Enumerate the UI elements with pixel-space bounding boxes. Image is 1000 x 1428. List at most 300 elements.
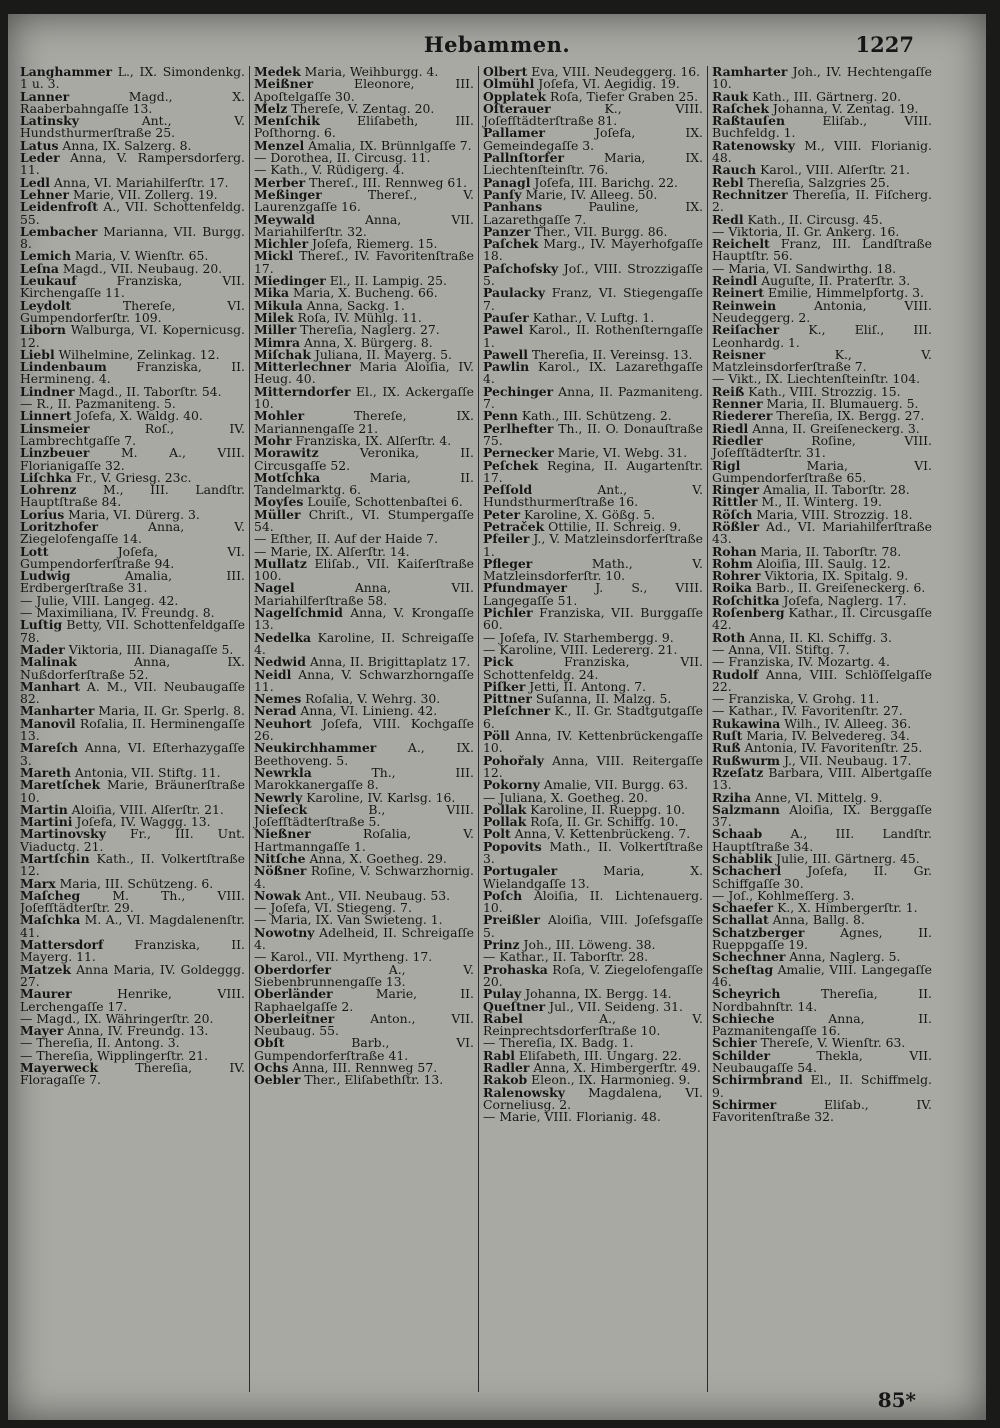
sheet-signature: 85* [877, 1388, 916, 1412]
entry-name: Rakob [483, 1072, 528, 1088]
column-4 [707, 66, 936, 1392]
entry-details: Anna, V. Kettenbrückeng. 7. [510, 826, 691, 842]
entry-name: Ledl [20, 174, 50, 190]
entry-name: Lembacher [20, 223, 98, 239]
directory-entry [483, 705, 703, 730]
entry-name: Schaefer [712, 900, 774, 916]
entry-name: Liebl [20, 346, 55, 362]
entry-name: Panhans [483, 199, 543, 215]
entry-details: Roſine, VIII. Joſefſtädterſtr. 31. [712, 432, 932, 461]
entry-details: Anna, VI. Linieng. 42. [296, 703, 438, 719]
entry-details: Maria, VI. Dürerg. 3. [64, 506, 200, 522]
entry-name: Latinsky [20, 113, 79, 129]
entry-details: Joſefa, VI. Gumpendorferſtraße 94. [20, 543, 245, 571]
entry-name: Mickl [254, 248, 294, 264]
entry-details: Viktoria, IX. Spitalg. 9. [760, 568, 909, 584]
directory-entry [20, 1062, 245, 1087]
entry-details: Joſefa, Riemerg. 15. [308, 236, 438, 252]
entry-details: Kath., II. Circusg. 45. [743, 211, 883, 227]
entry-name: Nowotny [254, 924, 315, 940]
entry-name: Ramharter [712, 66, 788, 79]
entry-details: Thereſe, VI. Gumpendorferſtr. 109. [20, 297, 245, 325]
directory-entry [712, 297, 932, 325]
entry-details: Eliſab., VII. Kaiſerſtraße 100. [254, 555, 474, 584]
directory-entry [254, 410, 474, 435]
directory-entry [20, 447, 245, 472]
entry-details: M. A., VI. Magdalenenſtr. 41. [20, 912, 245, 940]
entry-details: Anna, II. Pazmaniteng. 7. [483, 383, 703, 412]
entry-details: Marie, VI. Webg. 31. [553, 445, 688, 461]
entry-details: A., IX. Beethoveng. 5. [254, 740, 474, 768]
entry-name: Leydolt [20, 297, 72, 313]
directory-entry [712, 666, 932, 694]
entry-details: Anna, V. Krongaſſe 13. [254, 605, 474, 633]
directory-entry [483, 730, 703, 755]
directory-entry [712, 518, 932, 547]
entry-details: — Kathar., II. Taborſtr. 28. [483, 949, 649, 965]
directory-entry [712, 432, 932, 461]
directory-entry [483, 961, 703, 989]
entry-name: Rudolf [712, 666, 759, 682]
entry-details: Anna, II. Pazmanitengaſſe 16. [712, 1010, 932, 1039]
entry-name: Preißler [483, 912, 540, 928]
entry-name: Queſtner [483, 998, 546, 1014]
entry-name: Latus [20, 137, 59, 153]
entry-details: Thereſ., III. Rennweg 61. [305, 174, 468, 190]
entry-details: Suſanna, II. Malzg. 5. [531, 691, 672, 707]
entry-details: Barb., VI. Gumpendorferſtraße 41. [254, 1035, 474, 1063]
entry-details: Anna, VII. Mariahilferſtr. 32. [254, 211, 474, 239]
entry-name: Mader [20, 641, 65, 657]
directory-entry [483, 752, 703, 780]
entry-details: Karol., II. Rothenſterngaſſe 1. [483, 322, 703, 350]
entry-name: Matzek [20, 961, 71, 977]
entry-details: Anna, VIII. Reitergaſſe 12. [483, 752, 703, 780]
entry-name: Rohm [712, 555, 753, 571]
entry-details: Th., III. Marokkanergaſſe 8. [254, 764, 474, 793]
entry-details: Joſefa, X. Waldg. 40. [71, 408, 203, 424]
entry-name: Malinak [20, 654, 77, 670]
directory-entry [20, 715, 245, 744]
entry-name: Neidl [254, 666, 292, 682]
entry-details: Ant., V. Hundsthurmerſtraße 25. [20, 113, 245, 141]
entry-details: Antonia, VIII. Neudeggerg. 2. [712, 297, 932, 325]
entry-name: Oſterauer [483, 100, 551, 116]
directory-entry [483, 533, 703, 558]
entry-details: — Thereſia, Wipplingerſtr. 21. [20, 1047, 209, 1063]
entry-name: Manhart [20, 678, 81, 694]
entry-name: Leder [20, 150, 60, 166]
entry-name: Meywald [254, 211, 315, 227]
entry-name: Rukawina [712, 715, 781, 731]
entry-details: Maria Aloiſia, IV. Heug. 40. [254, 359, 474, 387]
entry-details: Anna, V. Schwarzhorngaſſe 11. [254, 666, 474, 694]
directory-entry [20, 518, 245, 547]
entry-details: Jul., VII. Seideng. 31. [545, 998, 683, 1014]
directory-entry [20, 361, 245, 386]
entry-details: Anna, V. Rampersdorferg. 11. [20, 150, 245, 178]
directory-entry [20, 779, 245, 804]
directory-entry [712, 324, 932, 349]
directory-entry [712, 988, 932, 1013]
entry-details: Roſalia, V. Hartmanngaſſe 1. [254, 826, 474, 854]
entry-details: Henrike, VIII. Lerchengaſſe 17. [20, 986, 245, 1014]
entry-details: Anna, III. Rennweg 57. [288, 1060, 438, 1076]
section-title: Hebammen. [423, 32, 571, 57]
directory-entry [254, 383, 474, 412]
entry-details: Roſine, V. Schwarzhornig. 4. [254, 863, 474, 891]
entry-details: Amalie, VII. Burgg. 63. [539, 777, 689, 793]
entry-name: Roth [712, 629, 746, 645]
entry-name: Redl [712, 211, 744, 227]
entry-name: Lott [20, 543, 49, 559]
entry-name: Mika [254, 285, 290, 301]
entry-details: Franziska, II. Mayerg. 11. [20, 937, 245, 965]
entry-name: Pleſchner [483, 703, 551, 719]
entry-details: Jetti, II. Antong. 7. [525, 678, 647, 694]
entry-name: Miedinger [254, 273, 326, 289]
directory-entry [20, 828, 245, 853]
directory-entry [712, 865, 932, 890]
entry-name: Nowak [254, 887, 301, 903]
entry-details: Emilie, Himmelpfortg. 3. [764, 285, 924, 301]
entry-name: Mitterndorfer [254, 383, 351, 399]
entry-name: Meißner [254, 76, 314, 92]
entry-details: Thereſ., V. Laurenzgaſſe 16. [254, 186, 474, 215]
directory-entry [483, 201, 703, 226]
entry-details: Roſalia, V. Wehrg. 30. [301, 691, 441, 707]
directory-entry [254, 666, 474, 694]
directory-entry [483, 484, 703, 509]
entry-details: Anna, II. Brigittaplatz 17. [305, 654, 471, 670]
directory-entry [20, 152, 245, 177]
directory-entry [254, 1037, 474, 1062]
entry-name: Pechinger [483, 383, 554, 399]
entry-details: Adelheid, II. Schreigaſſe 4. [254, 924, 474, 953]
entry-name: Schechner [712, 949, 786, 965]
entry-details: Anne, VI. Mittelg. 9. [751, 789, 883, 805]
entry-details: — Vikt., IX. Liechtenſteinſtr. 104. [712, 371, 921, 387]
entry-details: Kath., II. Volkertſtraße 12. [20, 851, 245, 879]
entry-details: Thereſia, IX. Bergg. 27. [772, 408, 925, 424]
entry-name: Schatzberger [712, 924, 805, 940]
entry-name: Pfundmayer [483, 580, 568, 596]
entry-name: Mohr [254, 432, 292, 448]
entry-name: Reinert [712, 285, 765, 301]
entry-name: Linzbeuer [20, 445, 90, 461]
entry-details: Ant., VII. Neubaug. 53. [300, 887, 451, 903]
directory-entry [712, 607, 932, 632]
entry-name: Paſchek [483, 236, 539, 252]
entry-details: Kath., III. Schützeng. 2. [517, 408, 672, 424]
entry-details: Auguſte, II. Praterſtr. 3. [757, 273, 911, 289]
entry-name: Riedler [712, 432, 763, 448]
entry-details: J. S., VIII. Langegaſſe 51. [483, 580, 703, 608]
entry-name: Nößner [254, 863, 307, 879]
entry-name: Roſenberg [712, 605, 785, 621]
entry-details: Maria, IV. Belvedereg. 34. [742, 728, 910, 744]
entry-name: Rußwurm [712, 752, 781, 768]
entry-name: Petraček [483, 518, 545, 534]
entry-details: Anna, IV. Freundg. 13. [63, 1023, 209, 1039]
entry-name: Schilder [712, 1047, 770, 1063]
entry-name: Manovil [20, 715, 76, 731]
entry-name: Mohler [254, 408, 305, 424]
entry-columns [20, 66, 936, 1392]
entry-name: Schier [712, 1035, 757, 1051]
entry-name: Ralenowsky [483, 1084, 565, 1100]
entry-details: Roſ., IV. Lambrechtgaſſe 7. [20, 420, 245, 448]
entry-name: Riedl [712, 420, 749, 436]
directory-entry [254, 715, 474, 744]
entry-name: Melz [254, 100, 288, 116]
entry-details: Eleonore, III. Apoſtelgaſſe 30. [254, 76, 474, 104]
directory-entry [712, 961, 932, 989]
entry-details: Joſefa, Naglerg. 17. [779, 592, 907, 608]
directory-entry [254, 764, 474, 793]
entry-details: Magd., II. Taborſtr. 54. [74, 383, 222, 399]
entry-name: Pawlin [483, 359, 530, 375]
entry-name: Miller [254, 322, 297, 338]
entry-details: Wilh., IV. Alleeg. 36. [780, 715, 912, 731]
directory-entry [483, 287, 703, 312]
entry-details: Marie, IV. Alleeg. 50. [521, 186, 658, 202]
column-1 [20, 66, 249, 1392]
entry-name: Oberdorfer [254, 961, 332, 977]
directory-entry [254, 115, 474, 140]
entry-details: Thereſe, IX. Mariannengaſſe 21. [254, 408, 474, 436]
entry-name: Prohaska [483, 961, 548, 977]
entry-details: Anna, VII. Mariahilferſtraße 58. [254, 580, 474, 608]
entry-details: Fr., V. Griesg. 23c. [71, 469, 192, 485]
entry-name: Schallat [712, 912, 769, 928]
entry-name: Liſchka [20, 469, 72, 485]
directory-entry [20, 297, 245, 325]
entry-details: — Franziska, V. Grohg. 11. [712, 691, 880, 707]
column-3 [478, 66, 707, 1392]
entry-name: Pauſer [483, 309, 529, 325]
directory-entry [20, 201, 245, 226]
entry-name: Pallamer [483, 125, 545, 141]
entry-details: Aloiſia, II. Lichtenauerg. 10. [483, 887, 703, 916]
entry-name: Menſchik [254, 113, 320, 129]
entry-name: Michler [254, 236, 309, 252]
entry-name: Leſna [20, 260, 59, 276]
entry-name: Piſker [483, 678, 526, 694]
entry-details: Eliſabeth, III. Ungarg. 22. [514, 1047, 682, 1063]
entry-name: Newrly [254, 789, 303, 805]
entry-name: Maretſchek [20, 777, 101, 793]
entry-name: Reiß [712, 383, 745, 399]
entry-name: Raßtauſen [712, 113, 786, 129]
entry-name: Rabl [483, 1047, 515, 1063]
entry-name: Meßinger [254, 186, 322, 202]
entry-details: — Dorothea, II. Circusg. 11. [254, 150, 431, 166]
entry-details: — Joſ., Kohlmeſſerg. 3. [712, 887, 855, 903]
entry-details: Franziska, IX. Alſerſtr. 4. [291, 432, 452, 448]
entry-details: Aloiſia, IX. Berggaſſe 37. [712, 801, 932, 830]
directory-entry [254, 801, 474, 830]
entry-name: Nemes [254, 691, 302, 707]
entry-name: Panzer [483, 223, 531, 239]
entry-name: Marx [20, 875, 56, 891]
entry-details: — Joſefa, VI. Stiegeng. 7. [254, 900, 412, 916]
entry-details: Math., II. Volkertſtraße 3. [483, 838, 703, 866]
entry-name: Martſchin [20, 851, 90, 866]
entry-details: Antonia, VII. Stiftg. 11. [70, 764, 221, 780]
entry-name: Riederer [712, 408, 773, 424]
entry-name: Peſſold [483, 482, 533, 498]
entry-name: Reiſacher [712, 322, 780, 338]
entry-details: M., II. Winterg. 19. [757, 494, 882, 510]
entry-details: Eliſab., IV. Favoritenſtraße 32. [712, 1096, 932, 1125]
entry-name: Roſchitka [712, 592, 780, 608]
entry-details: M., VIII. Florianig. 48. [712, 137, 932, 166]
entry-name: Pohořaly [483, 752, 544, 768]
directory-entry [483, 324, 703, 349]
entry-name: Polt [483, 826, 511, 842]
entry-details: Veronika, II. Circusgaſſe 52. [254, 445, 474, 473]
entry-details: Anna, X. Himbergerſtr. 49. [529, 1060, 701, 1076]
entry-name: Pernecker [483, 445, 554, 461]
directory-entry [483, 656, 703, 681]
entry-name: Ringer [712, 482, 760, 498]
directory-entry [20, 914, 245, 939]
entry-name: Schablik [712, 851, 773, 866]
entry-details: B., VIII. Joſefſtädterſtraße 5. [254, 801, 474, 830]
entry-details: Maria, III. Schützeng. 6. [55, 875, 214, 891]
entry-details: Joſefa, VI. Aegidig. 19. [534, 76, 680, 92]
directory-entry [483, 100, 703, 129]
entry-name: Panagl [483, 174, 531, 190]
directory-entry [254, 506, 474, 534]
entry-details: Kath., VIII. Strozzig. 15. [744, 383, 901, 399]
entry-name: Scheſtag [712, 961, 774, 977]
directory-entry [254, 447, 474, 472]
entry-details: Thereſe, V. Wienſtr. 63. [756, 1035, 906, 1051]
entry-name: Manharter [20, 703, 95, 719]
directory-entry [712, 1010, 932, 1039]
directory-entry [20, 223, 245, 252]
entry-details: Kathar., V. Luftg. 1. [528, 309, 655, 325]
entry-details: Karoline, II. Rueppg. 10. [526, 801, 686, 817]
entry-name: Pallnſtorfer [483, 150, 565, 166]
entry-details: — Maximiliana, IV. Freundg. 8. [20, 605, 215, 621]
entry-name: Mayer [20, 1023, 64, 1039]
entry-details: — Marie, IX. Alſerſtr. 14. [254, 543, 410, 559]
directory-entry [483, 838, 703, 866]
directory-entry [483, 555, 703, 584]
entry-details: Magd., VII. Neubaug. 20. [58, 260, 223, 276]
entry-name: Rabel [483, 1010, 523, 1026]
entry-name: Reindl [712, 273, 758, 289]
entry-name: Schieche [712, 1010, 775, 1026]
entry-details: Maria, II. Blumauerg. 5. [762, 396, 919, 412]
directory-entry [20, 988, 245, 1013]
entry-details: Magdalena, VI. Corneliusg. 2. [483, 1084, 703, 1112]
entry-details: Marie, VII. Zollerg. 19. [69, 186, 218, 202]
entry-details: Thekla, VII. Neubaugaſſe 54. [712, 1047, 932, 1076]
entry-details: Eleon., IX. Harmonieg. 9. [527, 1072, 691, 1088]
entry-name: Rauch [712, 162, 757, 178]
entry-name: Martin [20, 801, 68, 817]
entry-name: Nedwid [254, 654, 306, 670]
entry-details: Aloiſia, VIII. Joſefsgaſſe 5. [483, 912, 703, 940]
entry-name: Maurer [20, 986, 72, 1002]
entry-name: Miſchak [254, 346, 311, 362]
directory-page [8, 14, 986, 1420]
entry-name: Radler [483, 1060, 530, 1076]
directory-entry [483, 127, 703, 152]
entry-name: Morawitz [254, 445, 319, 461]
entry-details: Anna, VI. Eſterhazygaſſe 3. [20, 740, 245, 768]
entry-details: M. Th., VIII. Joſefſtädterſtr. 29. [20, 887, 245, 916]
entry-name: Rohrer [712, 568, 761, 584]
entry-name: Poſch [483, 887, 523, 903]
directory-entry [483, 238, 703, 263]
entry-details: Juliana, II. Mayerg. 5. [310, 346, 452, 362]
entry-name: Liborn [20, 322, 66, 338]
entry-name: Peter [483, 506, 521, 522]
entry-name: Popovits [483, 838, 542, 854]
directory-entry [712, 186, 932, 215]
entry-details: Johanna, V. Zentag. 19. [768, 100, 919, 116]
entry-details: — Magd., IX. Währingerſtr. 20. [20, 1010, 214, 1026]
directory-entry [20, 275, 245, 300]
entry-details: Anna, VIII. Schlöſſelgaſſe 22. [712, 666, 932, 694]
entry-details: — Viktoria, II. Gr. Ankerg. 16. [712, 223, 900, 239]
directory-entry [20, 742, 245, 767]
entry-details: Karoline, IV. Karlsg. 16. [302, 789, 456, 805]
entry-details: Ad., VI. Mariahilferſtraße 43. [712, 518, 932, 547]
directory-entry [20, 324, 245, 349]
entry-name: Ruß [712, 740, 741, 756]
entry-details: Chriſt., VI. Stumpergaſſe 54. [254, 506, 474, 534]
entry-details: Ther., VII. Burgg. 86. [530, 223, 668, 239]
entry-details: Maria, II. Tandelmarktg. 6. [254, 469, 474, 498]
entry-details: — Eſther, II. Auf der Haide 7. [254, 531, 439, 547]
entry-name: Pulay [483, 986, 522, 1002]
page-header [8, 32, 986, 62]
directory-entry [20, 543, 245, 571]
entry-name: Renner [712, 396, 763, 412]
entry-details: Agnes, II. Rueppgaſſe 19. [712, 924, 932, 953]
directory-entry [483, 582, 703, 607]
entry-details: Thereſia, II. Nordbahnſtr. 14. [712, 986, 932, 1014]
entry-name: Schaab [712, 826, 763, 842]
entry-name: Lemich [20, 248, 71, 264]
entry-name: Ludwig [20, 568, 71, 584]
entry-details: A. M., VII. Neubaugaſſe 82. [20, 678, 245, 707]
entry-details: Thereſia, II. Vereinsg. 13. [527, 346, 693, 362]
entry-details: Fr., III. Unt. Viaductg. 21. [20, 826, 245, 854]
entry-name: Obſt [254, 1035, 285, 1051]
entry-details: Antonia, IV. Favoritenſtr. 25. [740, 740, 923, 756]
entry-name: Moyſes [254, 494, 304, 510]
entry-details: Thereſ., IV. Favoritenſtraße 17. [254, 248, 474, 276]
entry-name: Olbert [483, 66, 528, 79]
entry-details: J., VII. Neubaug. 17. [780, 752, 912, 768]
entry-details: — Karoline, VIII. Ledererg. 21. [483, 641, 678, 657]
entry-name: Oberländer [254, 986, 333, 1002]
entry-details: Betty, VII. Schottenfeldgaſſe 78. [20, 617, 245, 645]
entry-details: — Juliana, X. Goetheg. 20. [483, 789, 649, 805]
entry-details: Amalie, VIII. Langegaſſe 46. [712, 961, 932, 989]
entry-name: Scheyrich [712, 986, 781, 1002]
entry-name: Opplatek [483, 88, 547, 104]
entry-name: Penn [483, 408, 518, 424]
entry-name: Olmühl [483, 76, 535, 92]
